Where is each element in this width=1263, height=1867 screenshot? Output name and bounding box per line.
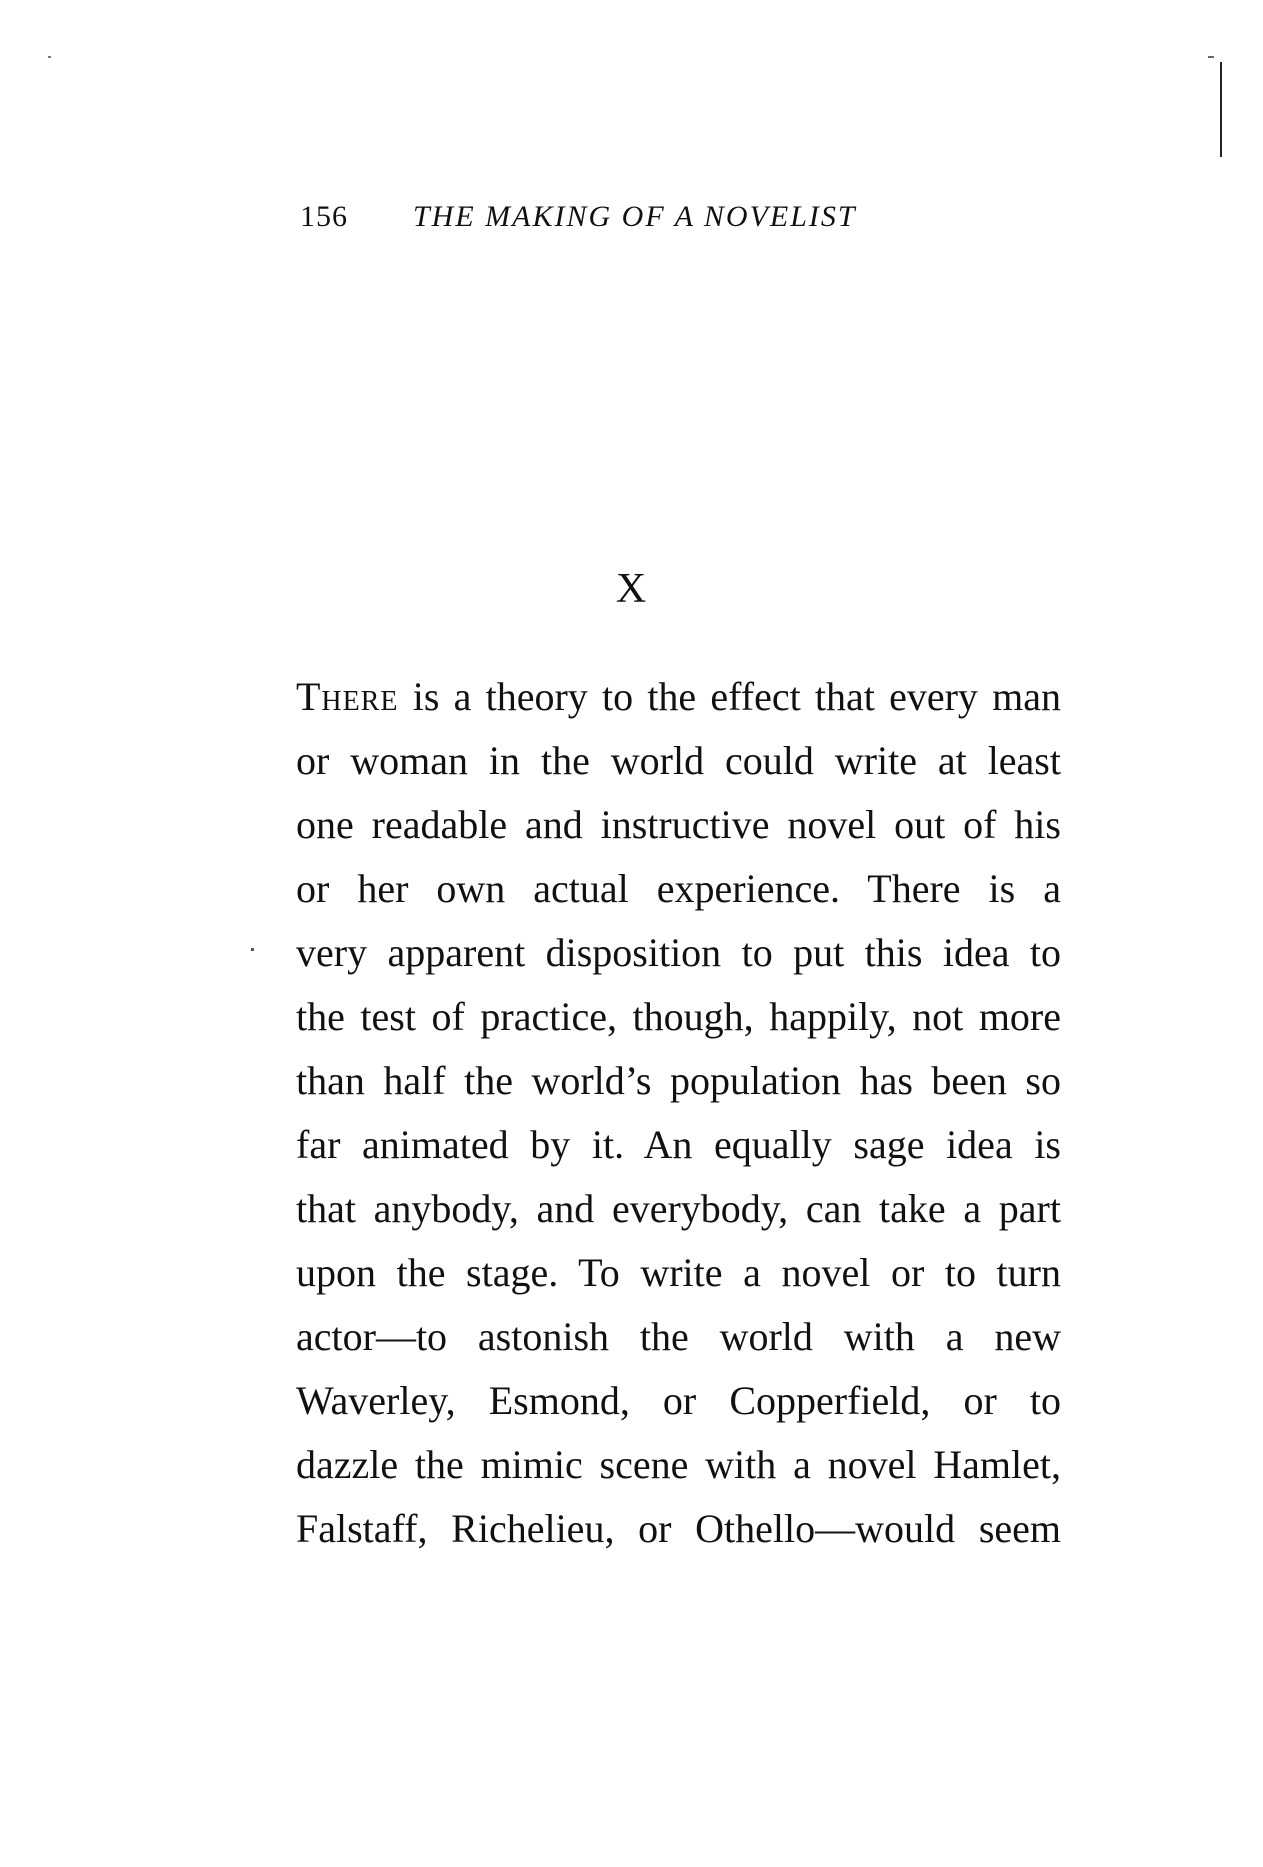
text-line — [296, 665, 1061, 729]
text-line: that anybody, and everybody, can take a part — [296, 1186, 1061, 1231]
text-line: upon the stage. To write a novel or to turn — [296, 1250, 1061, 1295]
page-number: 156 — [300, 200, 348, 233]
text-line: Waverley, Esmond, or Copperfield, or to — [296, 1378, 1061, 1423]
running-head-title: THE MAKING OF A NOVELIST — [413, 200, 857, 233]
running-head — [300, 200, 1020, 250]
scan-speck — [251, 948, 254, 951]
text-line: or her own actual experience. There is a — [296, 866, 1061, 911]
chapter-numeral: X — [615, 566, 648, 612]
first-line-rest: is a theory to the effect that every man — [398, 674, 1061, 719]
scan-edge-mark — [1220, 62, 1222, 157]
text-line: dazzle the mimic scene with a novel Hamlet, — [296, 1442, 1061, 1487]
text-line: than half the world’s population has been so — [296, 1058, 1061, 1103]
scan-speck — [1208, 56, 1214, 58]
body-paragraph — [296, 665, 1061, 1561]
text-line: the test of practice, though, happily, not more — [296, 994, 1061, 1039]
text-line: very apparent disposition to put this idea to — [296, 930, 1061, 975]
opening-word: There — [296, 674, 399, 719]
text-line: one readable and instructive novel out of his — [296, 802, 1061, 847]
text-line: Falstaff, Richelieu, or Othello—would seem — [296, 1506, 1061, 1551]
text-line: far animated by it. An equally sage idea is — [296, 1122, 1061, 1167]
text-line: or woman in the world could write at least — [296, 738, 1061, 783]
scan-speck — [48, 56, 51, 58]
text-line: actor—to astonish the world with a new — [296, 1314, 1061, 1359]
